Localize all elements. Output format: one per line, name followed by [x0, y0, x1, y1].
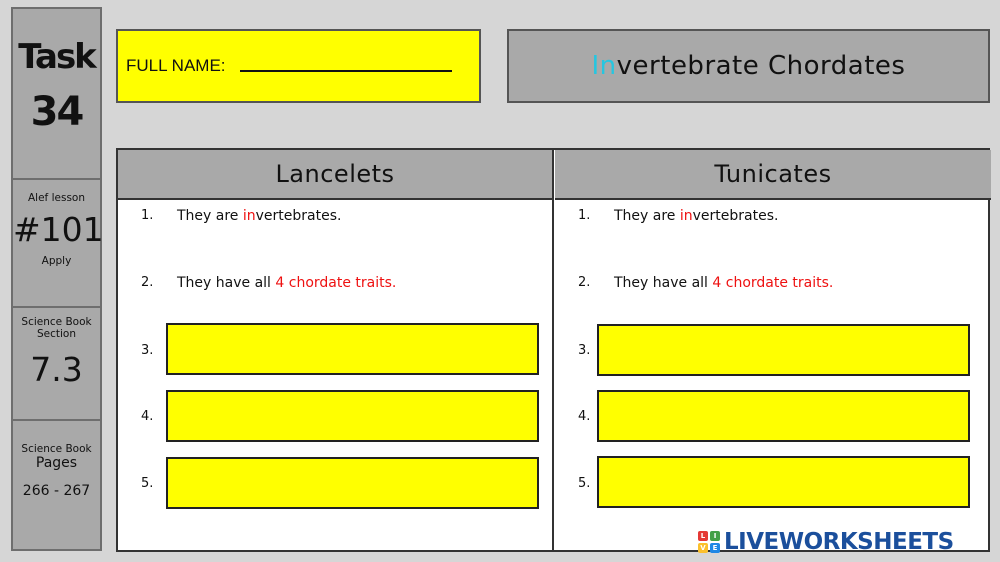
- section-cell: [13, 308, 100, 421]
- column-header: Lancelets: [118, 150, 552, 200]
- item-number: 3.: [578, 343, 591, 358]
- full-name-box: [116, 29, 481, 103]
- task-cell: [13, 9, 100, 180]
- lesson-cell: [13, 180, 104, 308]
- title-accent: In: [591, 51, 617, 81]
- liveworksheets-brand: [698, 527, 954, 557]
- item-number: 5.: [141, 476, 154, 491]
- item-number: 4.: [578, 409, 591, 424]
- pages-cell: [13, 421, 100, 551]
- full-name-label: FULL NAME:: [126, 56, 226, 75]
- item-text: They are invertebrates.: [614, 208, 779, 224]
- item-number: 1.: [578, 208, 591, 223]
- item-number: 3.: [141, 343, 154, 358]
- answer-box-3[interactable]: [597, 324, 970, 376]
- lancelets-column: [118, 150, 554, 550]
- item-number: 5.: [578, 476, 591, 491]
- pages-value: 266 - 267: [22, 483, 91, 499]
- lesson-type: Apply: [41, 255, 72, 267]
- item-text: They have all 4 chordate traits.: [614, 275, 834, 291]
- section-label-1: Science Book: [21, 316, 92, 328]
- answer-box-4[interactable]: [166, 390, 539, 442]
- section-value: 7.3: [30, 350, 83, 389]
- item-number: 4.: [141, 409, 154, 424]
- liveworksheets-logo-icon: L I V E: [698, 531, 720, 553]
- task-sidebar: [11, 7, 102, 551]
- page-title: [507, 29, 990, 103]
- answer-box-4[interactable]: [597, 390, 970, 442]
- answer-box-5[interactable]: [166, 457, 539, 509]
- item-text: They have all 4 chordate traits.: [177, 275, 397, 291]
- title-rest: vertebrate Chordates: [616, 51, 906, 81]
- task-word: Task: [18, 37, 95, 77]
- item-number: 1.: [141, 208, 154, 223]
- answer-box-5[interactable]: [597, 456, 970, 508]
- lesson-number: #101: [13, 210, 104, 249]
- comparison-table: [116, 148, 990, 552]
- section-label-2: Section: [36, 328, 76, 340]
- answer-box-3[interactable]: [166, 323, 539, 375]
- item-text: They are invertebrates.: [177, 208, 342, 224]
- item-number: 2.: [141, 275, 154, 290]
- tunicates-column: [555, 150, 991, 550]
- lesson-label: Alef lesson: [28, 192, 85, 204]
- brand-text: LIVEWORKSHEETS: [724, 529, 954, 555]
- column-header: Tunicates: [555, 150, 991, 200]
- task-number: 34: [30, 89, 83, 135]
- pages-label-2: Pages: [35, 455, 78, 471]
- item-number: 2.: [578, 275, 591, 290]
- pages-label-1: Science Book: [21, 443, 92, 455]
- full-name-input-line[interactable]: [240, 60, 452, 72]
